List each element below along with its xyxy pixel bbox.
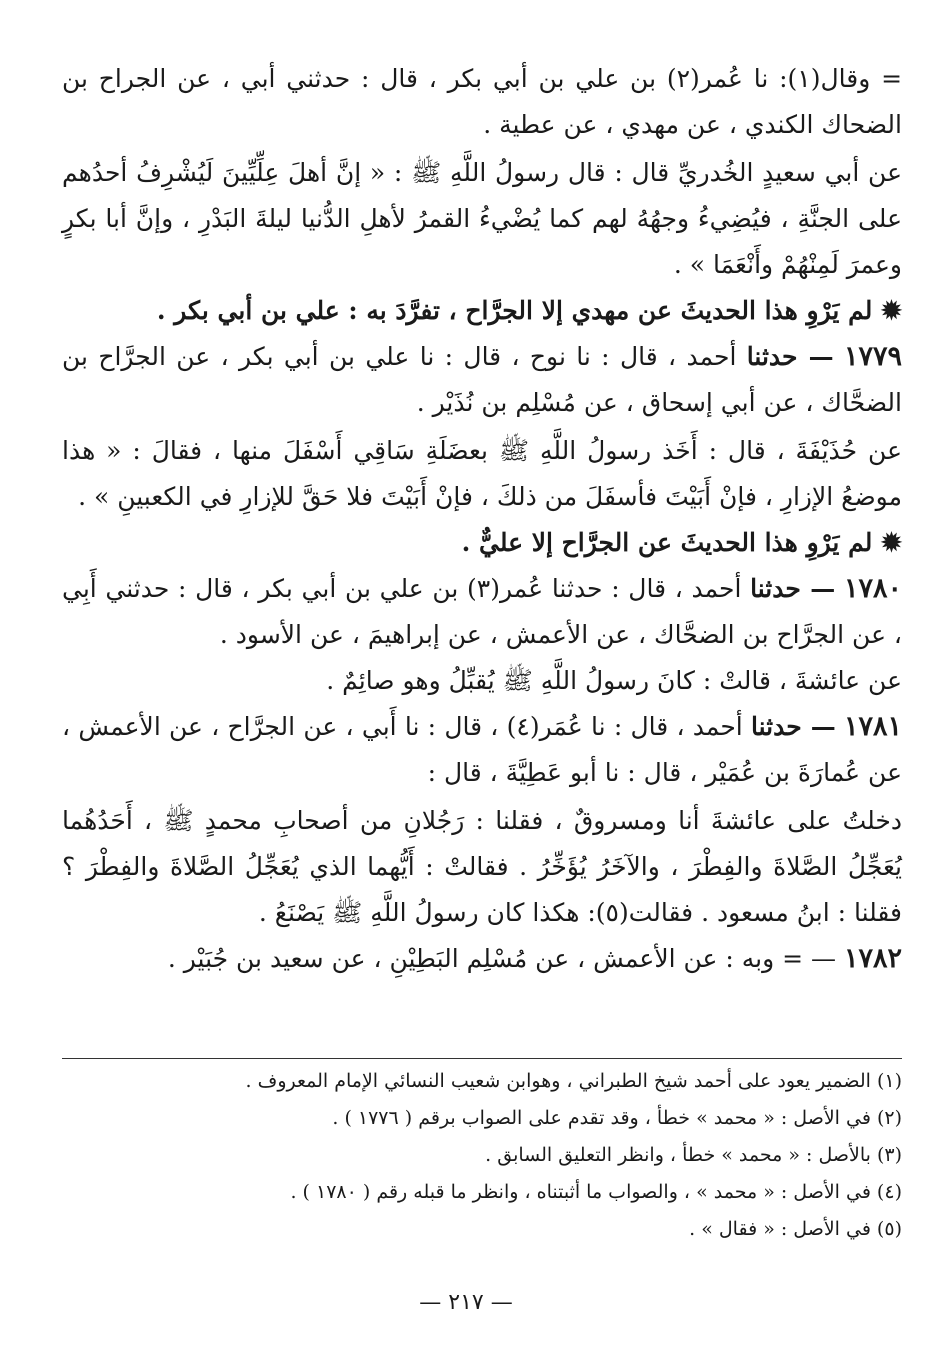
hadith-dash: — xyxy=(800,574,836,603)
commentary-note: ✹ لم يَرْوِ هذا الحديثَ عن الجرَّاح إلا عليٌّ . xyxy=(461,528,902,557)
hadith-label: حدثنا xyxy=(746,342,798,371)
hadith-number: ١٧٧٩ xyxy=(843,341,902,372)
hadith-1780 xyxy=(62,566,902,658)
hadith-1781 xyxy=(62,704,902,796)
page-body xyxy=(62,56,902,982)
footnote-1: (١) الضمير يعود على أحمد شيخ الطبراني ، وهوابن شعيب النسائي الإمام المعروف . xyxy=(245,1070,902,1092)
hadith-label: حدثنا xyxy=(751,712,802,741)
paragraph-hadith-text: عن عائشةَ ، قالتْ : كانَ رسولُ اللَّهِ ﷺ يُقبِّلُ وهو صائِمٌ . xyxy=(326,666,902,695)
hadith-1779 xyxy=(62,334,902,426)
paragraph-hadith-text: عن حُذَيْفَةَ ، قال : أَخَذ رسولُ اللَّهِ ﷺ بعضَلَةِ سَاقِي أَسْفَلَ منها ، فقالَ : « هذا موضعُ الإزارِ ، فإنْ أَبَيْتَ فأسفَلَ من ذلكَ ، فإنْ أَبَيْتَ فلا حَقَّ للإزارِ في الكعبينِ » . xyxy=(62,436,902,511)
hadith-number: ١٧٨٢ xyxy=(843,943,902,974)
hadith-1782 xyxy=(62,936,902,982)
footnotes xyxy=(62,1058,902,1248)
hadith-dash: — xyxy=(797,342,834,371)
hadith-number: ١٧٨١ xyxy=(843,711,902,742)
paragraph-hadith-text: دخلتُ على عائشةَ أنا ومسروقٌ ، فقلنا : رَجُلانِ من أصحابِ محمدٍ ﷺ ، أَحَدُهُما يُعَجِّلُ الصَّلاةَ والفِطْرَ ، والآخَرُ يُؤَخِّرُ . فقالتْ : أَيُّهما الذي يُعَجِّلُ الصَّلاةَ والفِطْرَ ؟ فقلنا : ابنُ مسعود . فقالت(٥): هكذا كان رسولُ اللَّهِ ﷺ يَصْنَعُ . xyxy=(62,806,902,927)
footnote-4: (٤) في الأصل : « محمد » ، والصواب ما أثبتناه ، وانظر ما قبله رقم ( ١٧٨٠ ) . xyxy=(290,1181,902,1203)
hadith-number: ١٧٨٠ xyxy=(843,573,902,604)
paragraph-continuation: = وقال(١): نا عُمر(٢) بن علي بن أبي بكر ، قال : حدثني أبي ، عن الجراح بن الضحاك الكندي ، عن مهدي ، عن عطية . xyxy=(62,64,903,139)
hadith-chain: — = وبه : عن الأعمش ، عن مُسْلِم البَطِيْنِ ، عن سعيد بن جُبَيْر . xyxy=(167,944,837,973)
hadith-chain: أحمد ، قال : حدثنا عُمر(٣) بن علي بن أبي بكر ، قال : حدثني أَبِي ، عن الجرَّاح بن الضحَّاك ، عن الأعمش ، عن إبراهيمَ ، عن الأسود . xyxy=(62,574,902,649)
paragraph-hadith-text: عن أبي سعيدٍ الخُدريِّ قال : قال رسولُ اللَّهِ ﷺ : « إنَّ أهلَ عِلِّيِّينَ لَيُشْرِفُ أحدُهم على الجنَّةِ ، فيُضِيءُ وجهُهُ لهم كما يُضْيءُ القمرُ لأهلِ الدُّنيا ليلةَ البَدْرِ ، وإنَّ أبا بكرٍ وعمرَ لَمِنْهُمْ وأَنْعَمَا » . xyxy=(62,158,902,279)
footnote-2: (٢) في الأصل : « محمد » خطأ ، وقد تقدم على الصواب برقم ( ١٧٧٦ ) . xyxy=(332,1107,902,1129)
footnote-5: (٥) في الأصل : « فقال » . xyxy=(689,1218,902,1240)
hadith-chain: أحمد ، قال : نا عُمَر(٤) ، قال : نا أَبي ، عن الجرَّاح ، عن الأعمش ، عن عُمارَةَ بن عُمَيْر ، قال : نا أبو عَطِيَّةَ ، قال : xyxy=(62,712,902,787)
hadith-dash: — xyxy=(801,712,836,741)
commentary-note: ✹ لم يَرْوِ هذا الحديثَ عن مهدي إلا الجرَّاح ، تفرَّدَ به : علي بن أبي بكر . xyxy=(156,296,902,325)
footnote-3: (٣) بالأصل : « محمد » خطأ ، وانظر التعليق السابق . xyxy=(485,1144,902,1166)
hadith-label: حدثنا xyxy=(750,574,801,603)
page-number: — ٢١٧ — xyxy=(419,1290,513,1315)
hadith-chain: أحمد ، قال : نا نوح ، قال : نا علي بن أبي بكر ، عن الجرَّاح بن الضحَّاك ، عن أبي إسحاق ، عن مُسْلِم بن نُذَيْر . xyxy=(62,342,902,417)
